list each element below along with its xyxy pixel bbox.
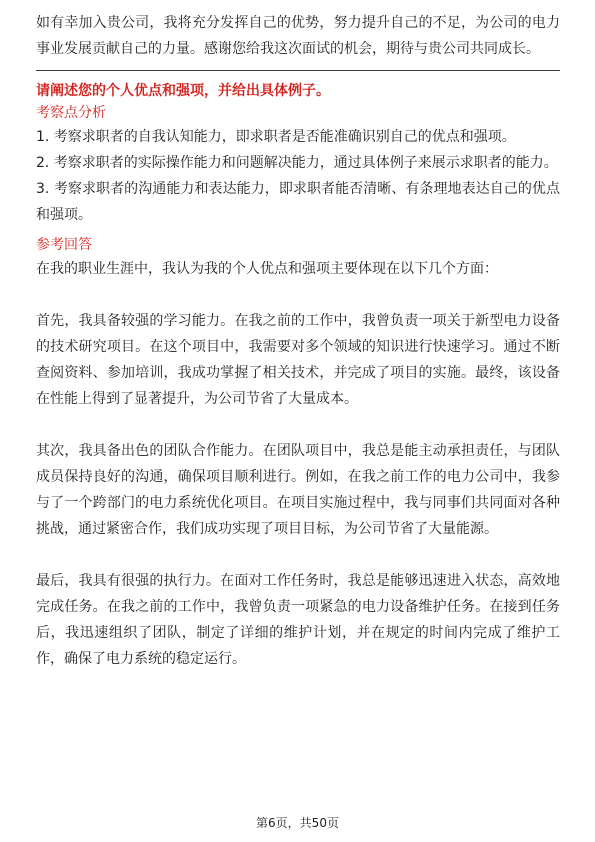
analysis-heading: 考察点分析 — [36, 105, 106, 121]
answer-paragraph: 最后，我具有很强的执行力。在面对工作任务时，我总是能够迅速进入状态，高效地完成任务。在我之前的工作中，我曾负责一项紧急的电力设备维护任务。在接到任务后，我迅速组织了团队，制定了详细的维护计划，并在规定的时间内完成了维护工作，确保了电力系统的稳定运行。 — [36, 573, 560, 667]
analysis-list — [36, 124, 560, 228]
spacer — [36, 412, 560, 438]
analysis-item: 3. 考察求职者的沟通能力和表达能力，即求职者能否清晰、有条理地表达自己的优点和强项。 — [36, 181, 560, 223]
section-divider — [36, 70, 560, 71]
analysis-item: 2. 考察求职者的实际操作能力和问题解决能力，通过具体例子来展示求职者的能力。 — [36, 155, 558, 171]
document-page — [36, 10, 560, 672]
page-number: 第6页，共50页 — [256, 816, 339, 830]
intro-paragraph: 如有幸加入贵公司，我将充分发挥自己的优势，努力提升自己的不足，为公司的电力事业发展贡献自己的力量。感谢您给我这次面试的机会，期待与贵公司共同成长。 — [36, 15, 560, 57]
answer-heading: 参考回答 — [36, 237, 92, 253]
analysis-item: 1. 考察求职者的自我认知能力，即求职者是否能准确识别自己的优点和强项。 — [36, 129, 516, 145]
answer-lead: 在我的职业生涯中，我认为我的个人优点和强项主要体现在以下几个方面： — [36, 261, 498, 277]
spacer — [36, 542, 560, 568]
question-heading: 请阐述您的个人优点和强项，并给出具体例子。 — [36, 83, 330, 99]
spacer — [36, 282, 560, 308]
answer-paragraph: 首先，我具备较强的学习能力。在我之前的工作中，我曾负责一项关于新型电力设备的技术研究项目。在这个项目中，我需要对多个领域的知识进行快速学习。通过不断查阅资料、参加培训，我成功掌握了相关技术，并完成了项目的实施。最终，该设备在性能上得到了显著提升，为公司节省了大量成本。 — [36, 313, 560, 407]
answer-paragraph: 其次，我具备出色的团队合作能力。在团队项目中，我总是能主动承担责任，与团队成员保持良好的沟通，确保项目顺利进行。例如，在我之前工作的电力公司中，我参与了一个跨部门的电力系统优化项目。在项目实施过程中，我与同事们共同面对各种挑战，通过紧密合作，我们成功实现了项目目标，为公司节省了大量能源。 — [36, 443, 560, 537]
